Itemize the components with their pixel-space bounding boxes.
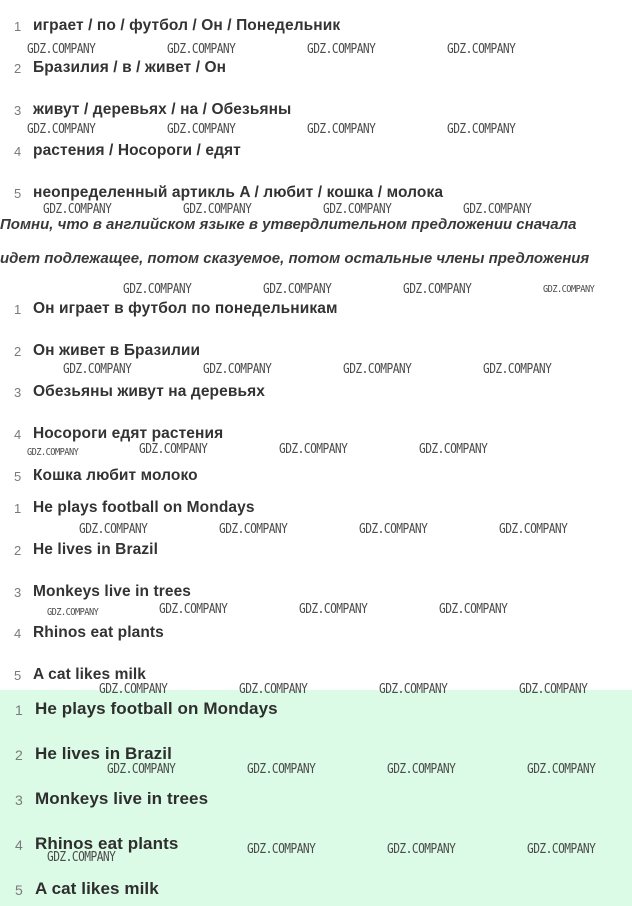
watermark: GDZ.COMPANY [439, 602, 508, 617]
watermark: GDZ.COMPANY [43, 202, 112, 217]
watermark: GDZ.COMPANY [79, 522, 148, 537]
watermark: GDZ.COMPANY [463, 202, 532, 217]
item-number: 4 [14, 144, 22, 159]
item-number: 1 [15, 702, 23, 718]
item-text: Обезьяны живут на деревьях [33, 383, 265, 400]
item-number: 1 [14, 302, 22, 317]
item-text: Он играет в футбол по понедельникам [33, 300, 338, 317]
item-number: 2 [14, 543, 22, 558]
watermark: GDZ.COMPANY [167, 42, 236, 57]
item-number: 2 [14, 344, 22, 359]
item-number: 5 [14, 469, 22, 484]
item-number: 4 [14, 626, 22, 641]
watermark: GDZ.COMPANY [107, 762, 176, 777]
item-text: He plays football on Mondays [35, 699, 278, 718]
item-number: 1 [14, 19, 22, 34]
item-number: 3 [15, 792, 23, 808]
item-number: 3 [14, 585, 22, 600]
item-number: 4 [15, 837, 23, 853]
watermark: GDZ.COMPANY [447, 42, 516, 57]
item-number: 5 [15, 882, 23, 898]
item-text: Кошка любит молоко [33, 467, 198, 484]
item-text: Он живет в Бразилии [33, 342, 201, 359]
item-text: He plays football on Mondays [33, 499, 255, 516]
watermark: GDZ.COMPANY [279, 442, 348, 457]
item-text: Monkeys live in trees [35, 789, 209, 808]
grammar-note-line-1: Помни, что в английском языке в утвердлительном предложении сначала [0, 216, 577, 233]
watermark: GDZ.COMPANY [63, 362, 132, 377]
watermark: GDZ.COMPANY [359, 522, 428, 537]
item-text: He lives in Brazil [33, 541, 158, 558]
item-number: 5 [14, 668, 22, 683]
watermark: GDZ.COMPANY [203, 362, 272, 377]
watermark: GDZ.COMPANY [239, 682, 308, 697]
watermark: GDZ.COMPANY [183, 202, 252, 217]
watermark: GDZ.COMPANY [543, 284, 595, 295]
item-text: He lives in Brazil [35, 744, 172, 763]
item-text: играет / по / футбол / Он / Понедельник [33, 17, 341, 34]
item-number: 2 [15, 747, 23, 763]
item-number: 2 [14, 61, 22, 76]
watermark: GDZ.COMPANY [47, 607, 99, 618]
watermark: GDZ.COMPANY [167, 122, 236, 137]
item-number: 4 [14, 427, 22, 442]
watermark: GDZ.COMPANY [483, 362, 552, 377]
watermark: GDZ.COMPANY [519, 682, 588, 697]
item-text: растения / Носороги / едят [33, 142, 241, 159]
watermark: GDZ.COMPANY [307, 42, 376, 57]
item-text: Rhinos eat plants [35, 834, 179, 853]
item-text: A cat likes milk [35, 879, 159, 898]
item-number: 3 [14, 103, 22, 118]
watermark: GDZ.COMPANY [247, 842, 316, 857]
watermark: GDZ.COMPANY [27, 122, 96, 137]
watermark: GDZ.COMPANY [139, 442, 208, 457]
item-number: 5 [14, 186, 22, 201]
watermark: GDZ.COMPANY [47, 850, 116, 865]
watermark: GDZ.COMPANY [307, 122, 376, 137]
item-text: живут / деревьях / на / Обезьяны [33, 101, 292, 118]
watermark: GDZ.COMPANY [299, 602, 368, 617]
watermark: GDZ.COMPANY [27, 447, 79, 458]
item-number: 1 [14, 501, 22, 516]
watermark: GDZ.COMPANY [219, 522, 288, 537]
watermark: GDZ.COMPANY [343, 362, 412, 377]
watermark: GDZ.COMPANY [123, 282, 192, 297]
item-text: Бразилия / в / живет / Он [33, 59, 227, 76]
watermark: GDZ.COMPANY [247, 762, 316, 777]
watermark: GDZ.COMPANY [159, 602, 228, 617]
watermark: GDZ.COMPANY [323, 202, 392, 217]
watermark: GDZ.COMPANY [379, 682, 448, 697]
watermark: GDZ.COMPANY [527, 842, 596, 857]
watermark: GDZ.COMPANY [403, 282, 472, 297]
item-text: Monkeys live in trees [33, 583, 192, 600]
item-text: Носороги едят растения [33, 425, 224, 442]
watermark: GDZ.COMPANY [387, 762, 456, 777]
watermark: GDZ.COMPANY [419, 442, 488, 457]
item-text: неопределенный артикль A / любит / кошка / молока [33, 184, 444, 201]
watermark: GDZ.COMPANY [499, 522, 568, 537]
watermark: GDZ.COMPANY [263, 282, 332, 297]
watermark: GDZ.COMPANY [447, 122, 516, 137]
item-text: A cat likes milk [33, 666, 147, 683]
watermark: GDZ.COMPANY [99, 682, 168, 697]
watermark: GDZ.COMPANY [27, 42, 96, 57]
watermark: GDZ.COMPANY [387, 842, 456, 857]
grammar-note-line-2: идет подлежащее, потом сказуемое, потом остальные члены предложения [0, 250, 590, 267]
item-number: 3 [14, 385, 22, 400]
watermark: GDZ.COMPANY [527, 762, 596, 777]
item-text: Rhinos eat plants [33, 624, 164, 641]
